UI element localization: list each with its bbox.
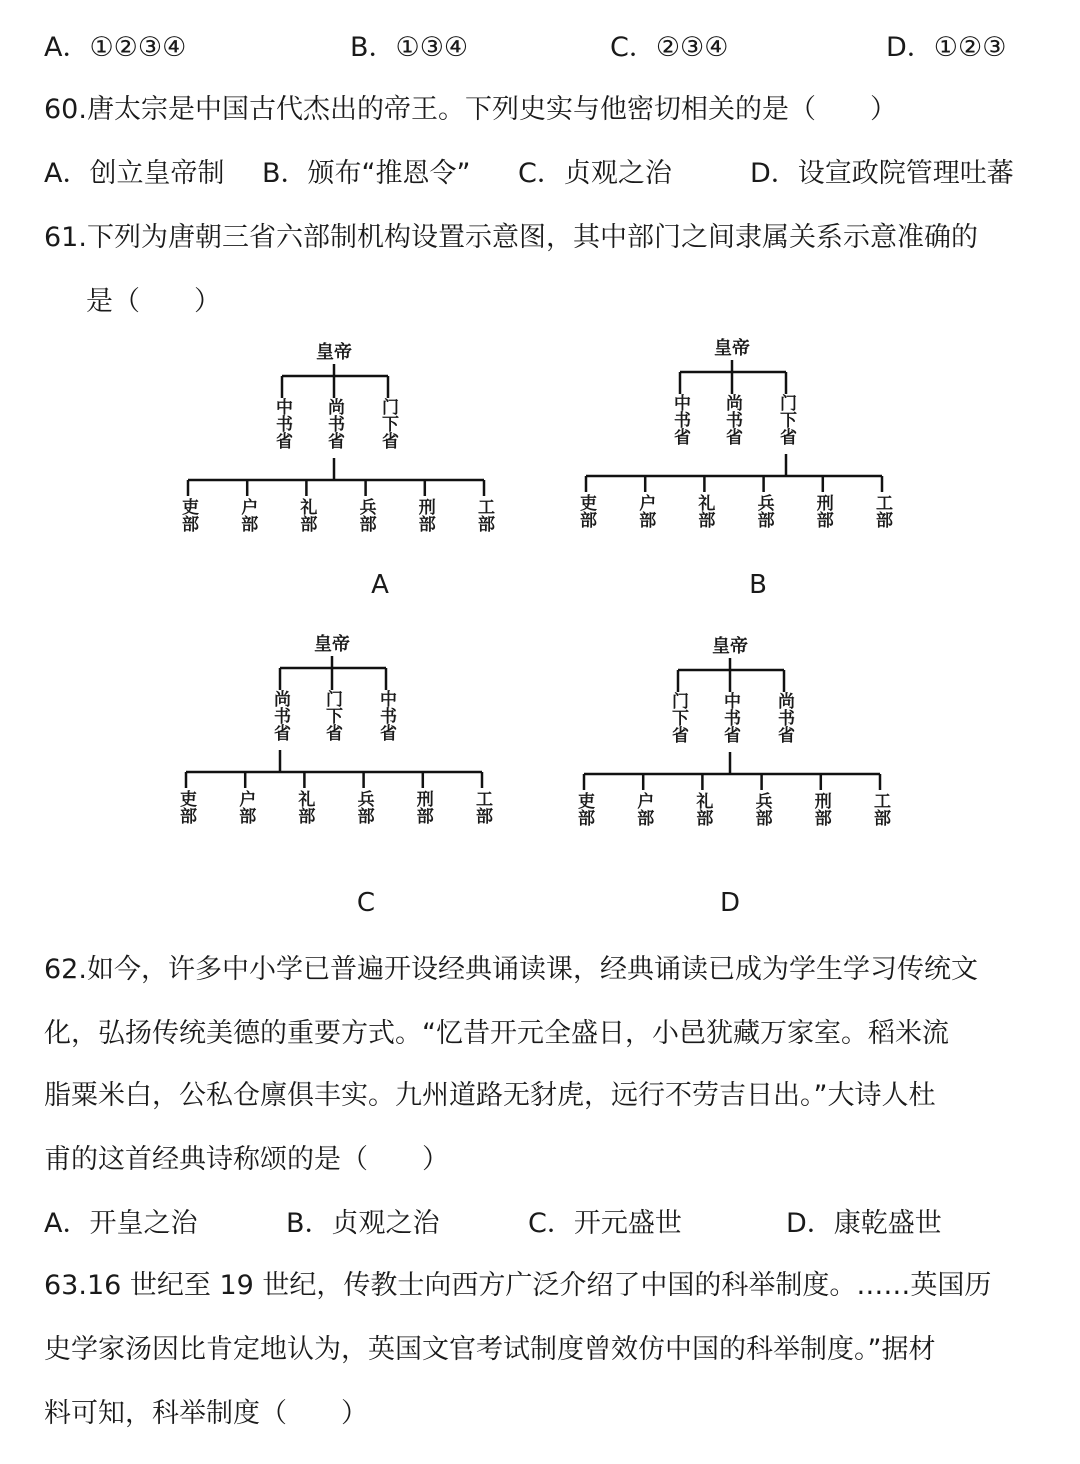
department-node: 刑部 xyxy=(810,792,831,826)
department-node: 刑部 xyxy=(414,498,435,532)
q60-stem: 60.唐太宗是中国古代杰出的帝王。下列史实与他密切相关的是（ ） xyxy=(44,94,897,125)
department-node: 户部 xyxy=(633,792,654,826)
department-node: 户部 xyxy=(235,790,256,824)
diagram-label: D xyxy=(719,888,741,918)
q60-option-a: A．创立皇帝制 xyxy=(44,158,225,189)
q62-option-a: A．开皇之治 xyxy=(44,1208,198,1239)
q59-option-a: A．①②③④ xyxy=(44,32,187,63)
department-node: 吏部 xyxy=(176,790,196,824)
department-node: 兵部 xyxy=(753,494,774,528)
department-node: 工部 xyxy=(872,494,892,528)
q62-stem-line3: 脂粟米白，公私仓廪俱丰实。九州道路无豺虎，远行不劳吉日出。”大诗人杜 xyxy=(44,1080,936,1111)
department-node: 礼部 xyxy=(692,792,713,826)
q63-stem-line2: 史学家汤因比肯定地认为，英国文官考试制度曾效仿中国的科举制度。”据材 xyxy=(44,1334,936,1365)
department-node: 工部 xyxy=(870,792,890,826)
ministry-node: 尚书省 xyxy=(774,692,794,743)
q60-option-d: D．设宣政院管理吐蕃 xyxy=(750,158,1014,189)
q62-stem-line1: 62.如今，许多中小学已普遍开设经典诵读课，经典诵读已成为学生学习传统文 xyxy=(44,954,978,985)
diagram-label: A xyxy=(371,570,389,600)
q59-option-b: B．①③④ xyxy=(350,32,469,63)
emperor-node: 皇帝 xyxy=(314,634,350,655)
department-node: 工部 xyxy=(474,498,494,532)
emperor-node: 皇帝 xyxy=(714,338,750,359)
q59-option-d: D．①②③ xyxy=(886,32,1007,63)
ministry-node: 中书省 xyxy=(720,692,740,743)
department-node: 刑部 xyxy=(412,790,433,824)
emperor-node: 皇帝 xyxy=(712,636,748,657)
q59-option-c: C．②③④ xyxy=(610,32,729,63)
ministry-node: 门下省 xyxy=(776,394,796,445)
department-node: 兵部 xyxy=(353,790,374,824)
q63-stem-line3: 料可知，科举制度（ ） xyxy=(44,1398,368,1429)
ministry-node: 中书省 xyxy=(272,398,292,449)
q62-option-d: D．康乾盛世 xyxy=(786,1208,942,1239)
org-chart-b xyxy=(578,334,918,534)
q62-option-c: C．开元盛世 xyxy=(528,1208,682,1239)
ministry-node: 门下省 xyxy=(322,690,342,741)
q60-option-b: B．颁布“推恩令” xyxy=(262,158,471,189)
org-chart-a xyxy=(180,338,520,538)
q62-option-b: B．贞观之治 xyxy=(286,1208,440,1239)
org-chart-d xyxy=(576,632,916,832)
q61-stem-line2: 是（ ） xyxy=(86,286,221,317)
department-node: 吏部 xyxy=(178,498,198,532)
department-node: 礼部 xyxy=(694,494,715,528)
department-node: 工部 xyxy=(472,790,492,824)
department-node: 吏部 xyxy=(574,792,594,826)
department-node: 刑部 xyxy=(812,494,833,528)
q63-stem-line1: 63.16 世纪至 19 世纪，传教士向西方广泛介绍了中国的科举制度。……英国历 xyxy=(44,1270,992,1301)
department-node: 吏部 xyxy=(576,494,596,528)
q61-stem-line1: 61.下列为唐朝三省六部制机构设置示意图，其中部门之间隶属关系示意准确的 xyxy=(44,222,978,253)
ministry-node: 中书省 xyxy=(376,690,396,741)
ministry-node: 门下省 xyxy=(378,398,398,449)
q62-stem-line2: 化，弘扬传统美德的重要方式。“忆昔开元全盛日，小邑犹藏万家室。稻米流 xyxy=(44,1018,949,1049)
q60-option-c: C．贞观之治 xyxy=(518,158,672,189)
ministry-node: 尚书省 xyxy=(324,398,344,449)
ministry-node: 门下省 xyxy=(668,692,688,743)
ministry-node: 尚书省 xyxy=(270,690,290,741)
department-node: 礼部 xyxy=(294,790,315,824)
emperor-node: 皇帝 xyxy=(316,342,352,363)
department-node: 兵部 xyxy=(751,792,772,826)
q62-stem-line4: 甫的这首经典诗称颂的是（ ） xyxy=(44,1144,449,1175)
department-node: 礼部 xyxy=(296,498,317,532)
ministry-node: 中书省 xyxy=(670,394,690,445)
ministry-node: 尚书省 xyxy=(722,394,742,445)
diagram-label: B xyxy=(749,570,767,600)
diagram-label: C xyxy=(356,888,376,918)
department-node: 兵部 xyxy=(355,498,376,532)
department-node: 户部 xyxy=(237,498,258,532)
department-node: 户部 xyxy=(635,494,656,528)
org-chart-c xyxy=(178,630,518,830)
